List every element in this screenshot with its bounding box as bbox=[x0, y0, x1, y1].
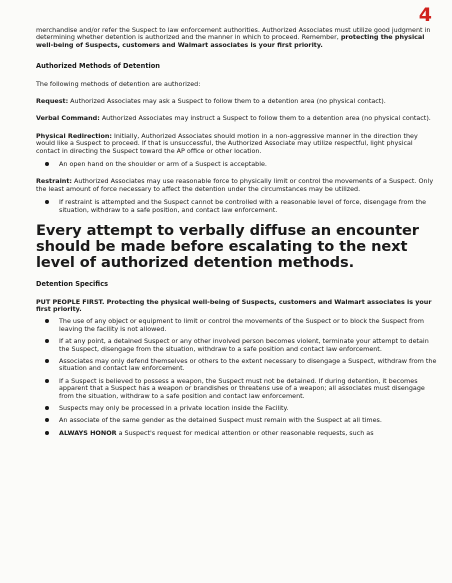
intro-bold: protecting the physical well-being of Suspects, customers and Walmart associates is your first priority. bbox=[36, 33, 425, 49]
list-item bbox=[36, 161, 438, 168]
list-item bbox=[36, 417, 438, 424]
list-item-text: If restraint is attempted and the Suspect cannot be controlled with a reasonable level of force, disengage from the situation, withdraw to a safe position, and contact law enforcement. bbox=[59, 198, 427, 214]
list-item bbox=[36, 358, 438, 373]
method-text: Authorized Associates may use reasonable force to physically limit or control the movements of a Suspect. Only the least amount of force necessary to affect the detention under the circumstances may be utilized. bbox=[36, 177, 434, 193]
methods-heading: Authorized Methods of Detention bbox=[36, 62, 160, 71]
bullet-icon bbox=[45, 379, 49, 383]
list-item-text: a Suspect's request for medical attention or other reasonable requests, such as bbox=[116, 428, 374, 437]
method-physical-redirection bbox=[36, 133, 438, 155]
restraint-bullets bbox=[36, 199, 438, 214]
list-item-text: Suspects may only be processed in a private location inside the Facility. bbox=[59, 403, 289, 412]
bullet-icon bbox=[45, 418, 49, 422]
list-item-bold: ALWAYS HONOR bbox=[59, 428, 117, 437]
bullet-icon bbox=[45, 406, 49, 410]
list-item-text: The use of any object or equipment to limit or control the movements of the Suspect or to block the Suspect from leaving the facility is not allowed. bbox=[59, 317, 424, 333]
specifics-lead bbox=[36, 299, 438, 314]
method-text: Authorized Associates may ask a Suspect to follow them to a detention area (no physical contact). bbox=[68, 97, 386, 106]
method-label: Request: bbox=[36, 97, 69, 106]
intro-paragraph bbox=[36, 27, 438, 49]
intro-text: merchandise and/or refer the Suspect to law enforcement authorities. Authorized Associates must utilize good judgment in determining whether detention is authorized and the manner in which to proceed. Remember, bbox=[36, 26, 431, 42]
bullet-icon bbox=[45, 200, 49, 204]
bullet-icon bbox=[45, 431, 49, 435]
bullet-icon bbox=[45, 162, 49, 166]
methods-lead: The following methods of detention are authorized: bbox=[36, 79, 201, 88]
list-item bbox=[36, 338, 438, 353]
list-item-text: An open hand on the shoulder or arm of a Suspect is acceptable. bbox=[59, 160, 267, 169]
method-restraint bbox=[36, 178, 438, 193]
specifics-lead-bold: PUT PEOPLE FIRST. Protecting the physical well-being of Suspects, customers and Walmart associates is your first priority. bbox=[36, 297, 432, 313]
method-text: Initially, Authorized Associates should motion in a non-aggressive manner in the direction they would like a Suspect to proceed. If that is unsuccessful, the Authorized Associate may utilize respectful, light physical contact in directing the Suspect toward the AP office or other location. bbox=[36, 131, 418, 155]
list-item-text: If a Suspect is believed to possess a weapon, the Suspect must not be detained. If during detention, it becomes apparent that a Suspect has a weapon or brandishes or threatens use of a weapon; all associates must disengage from the situation, withdraw to a safe position and contact law enforcement. bbox=[59, 376, 425, 400]
method-label: Physical Redirection: bbox=[36, 131, 112, 140]
callout-statement: Every attempt to verbally diffuse an encounter should be made before escalating to the next level of authorized detention methods. bbox=[36, 222, 419, 272]
method-label: Restraint: bbox=[36, 177, 72, 186]
bullet-icon bbox=[45, 339, 49, 343]
method-text: Authorized Associates may instruct a Suspect to follow them to a detention area (no physical contact). bbox=[99, 114, 431, 123]
list-item-text: If at any point, a detained Suspect or any other involved person becomes violent, terminate your attempt to detain the Suspect, disengage from the situation, withdraw to a safe position and contact law enforcement. bbox=[59, 337, 429, 353]
list-item bbox=[36, 378, 438, 400]
method-request bbox=[36, 98, 438, 105]
method-verbal-command bbox=[36, 115, 438, 122]
list-item-text: Associates may only defend themselves or others to the extent necessary to disengage a Suspect, withdraw from the situation and contact law enforcement. bbox=[59, 356, 437, 373]
list-item bbox=[36, 405, 438, 412]
list-item-text: An associate of the same gender as the detained Suspect must remain with the Suspect at all times. bbox=[59, 416, 382, 425]
method-label: Verbal Command: bbox=[36, 114, 100, 123]
list-item bbox=[36, 199, 438, 214]
document-body bbox=[36, 27, 438, 437]
bullet-icon bbox=[45, 359, 49, 363]
list-item bbox=[36, 318, 438, 333]
page-number: 4 bbox=[418, 4, 432, 26]
specifics-heading: Detention Specifics bbox=[36, 280, 109, 289]
specifics-bullets bbox=[36, 318, 438, 437]
list-item bbox=[36, 430, 438, 437]
physical-redirection-bullets bbox=[36, 161, 438, 168]
bullet-icon bbox=[45, 319, 49, 323]
